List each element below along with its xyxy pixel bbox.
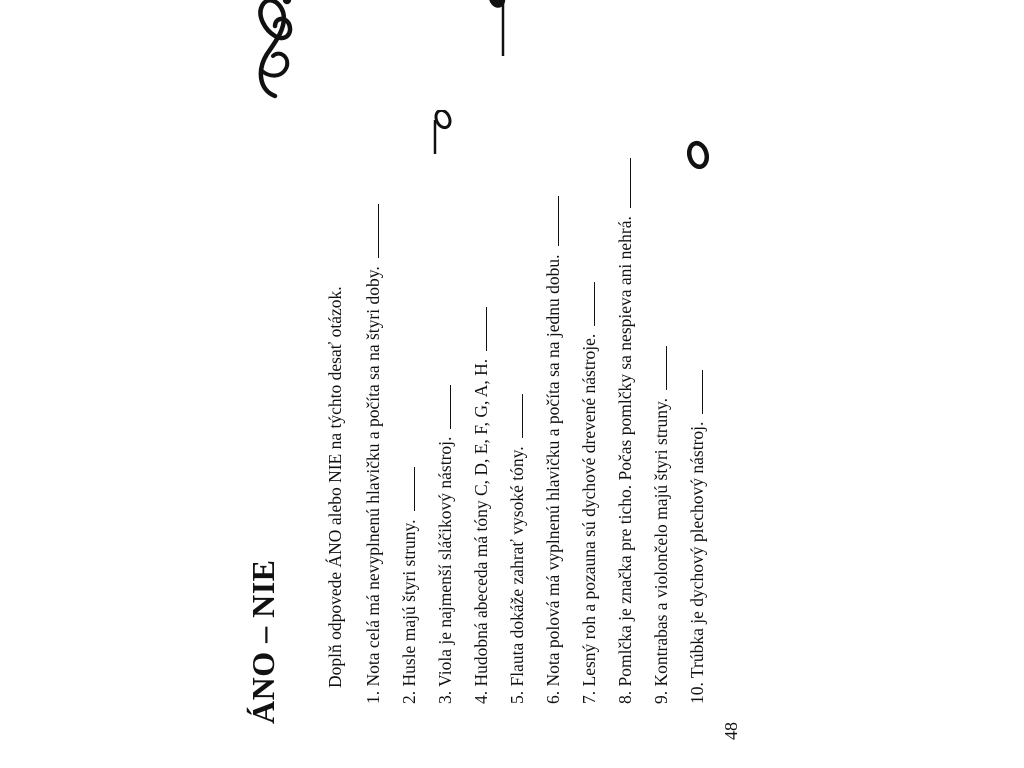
question-5 xyxy=(507,394,528,704)
question-text: 1. Nota celá má nevyplnenú hlavičku a počíta sa na štyri doby. xyxy=(363,266,383,704)
question-10 xyxy=(687,370,708,704)
question-text: 5. Flauta dokáže zahrať vysoké tóny. xyxy=(507,446,527,704)
question-text: 3. Viola je najmenší sláčikový nástroj. xyxy=(435,436,455,704)
answer-blank[interactable] xyxy=(665,346,667,390)
answer-blank[interactable] xyxy=(701,370,703,414)
half-note-icon xyxy=(431,110,497,160)
answer-blank[interactable] xyxy=(377,204,379,258)
answer-blank[interactable] xyxy=(629,158,631,208)
question-3 xyxy=(435,385,456,704)
question-1 xyxy=(363,204,384,704)
question-text: 8. Pomlčka je značka pre ticho. Počas pomlčky sa nespieva ani nehrá. xyxy=(615,216,635,704)
question-7 xyxy=(579,282,600,704)
answer-blank[interactable] xyxy=(557,196,559,246)
rotated-content xyxy=(245,40,765,740)
question-text: 7. Lesný roh a pozauna sú dychové drevené nástroje. xyxy=(579,333,599,704)
question-text: 9. Kontrabas a violončelo majú štyri struny. xyxy=(651,397,671,704)
answer-blank[interactable] xyxy=(521,394,523,438)
answer-blank[interactable] xyxy=(485,307,487,351)
answer-blank[interactable] xyxy=(449,385,451,429)
question-2 xyxy=(399,467,420,704)
question-8 xyxy=(615,158,636,704)
question-text: 4. Hudobná abeceda má tóny C, D, E, F, G, A, H. xyxy=(471,358,491,704)
question-6 xyxy=(543,196,564,704)
treble-clef-icon xyxy=(253,0,293,100)
answer-blank[interactable] xyxy=(413,467,415,511)
question-4 xyxy=(471,307,492,704)
question-text: 2. Husle majú štyri struny. xyxy=(399,519,419,704)
question-9 xyxy=(651,346,672,704)
question-text: 10. Trúbka je dychový plechový nástroj. xyxy=(687,421,707,704)
instruction-text: Doplň odpovede ÁNO alebo NIE na týchto desať otázok. xyxy=(325,286,345,688)
question-text: 6. Nota polová má vyplnenú hlavičku a počíta sa na jednu dobu. xyxy=(543,254,563,704)
page-title: ÁNO – NIE xyxy=(245,559,281,724)
answer-blank[interactable] xyxy=(593,282,595,326)
whole-note-icon xyxy=(687,140,709,170)
quarter-note-icon xyxy=(441,0,511,60)
page-number: 48 xyxy=(721,722,741,740)
